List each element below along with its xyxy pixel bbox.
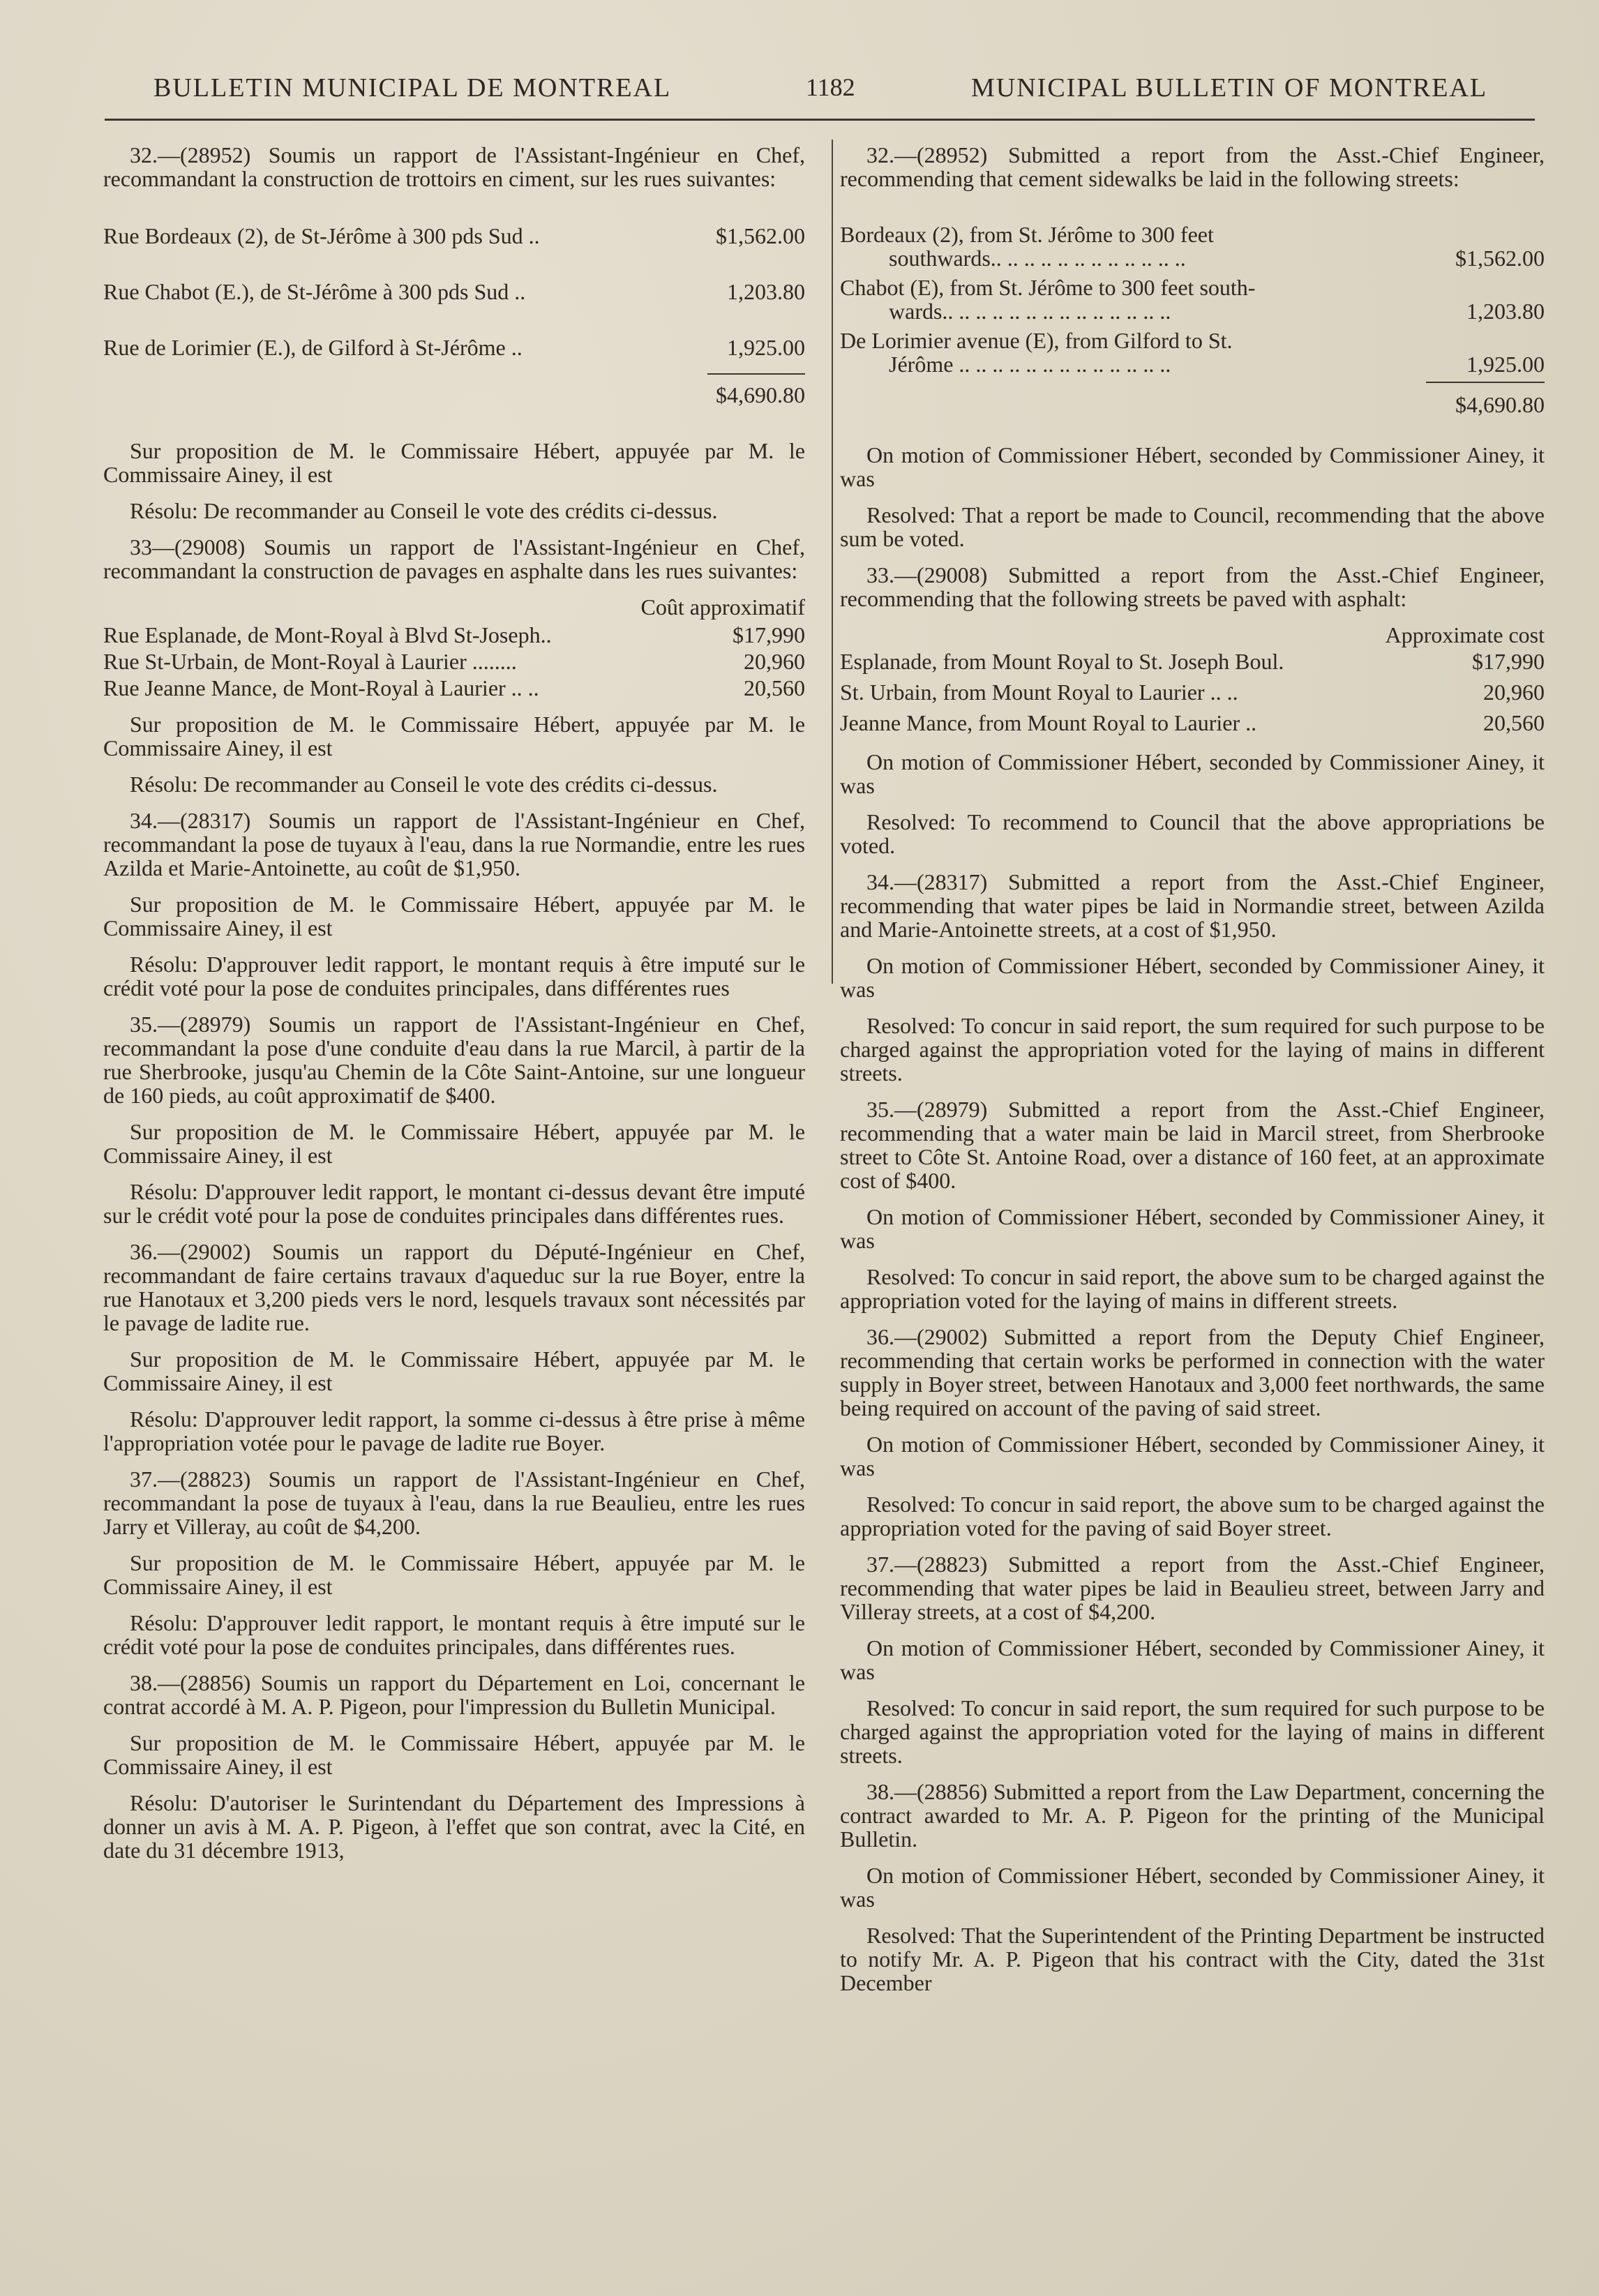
list-item-amount: 20,560 (1483, 710, 1545, 735)
motion-fr: Sur proposition de M. le Commissaire Hébert, appuyée par M. le Commissaire Ainey, il est (103, 1119, 805, 1168)
list-item-desc: Rue Bordeaux (2), de St-Jérôme à 300 pds Sud .. (103, 223, 540, 248)
total-amount-fr: $4,690.80 (716, 382, 805, 407)
list-item-desc: St. Urbain, from Mount Royal to Laurier .. .. (840, 680, 1238, 705)
list-item (840, 276, 1545, 323)
item-35-en: 35.—(28979) Submitted a report from the Asst.-Chief Engineer, recommending that a water main be laid in Marcil street, from Sherbrooke street to Côte St. Antoine Road, over a distance of 160 feet, at an approximate cost of $400. (840, 1097, 1545, 1193)
list-item-desc: Rue St-Urbain, de Mont-Royal à Laurier ........ (103, 649, 517, 674)
list-item-desc: Rue Chabot (E.), de St-Jérôme à 300 pds Sud .. (103, 279, 526, 304)
list-item-amount: $17,990 (1472, 649, 1545, 674)
motion-en: On motion of Commissioner Hébert, seconded by Commissioner Ainey, it was (840, 1635, 1545, 1684)
list-item-desc-cont: wards.. .. .. .. .. .. .. .. .. .. .. .. .. .. (889, 299, 1171, 324)
motion-en: On motion of Commissioner Hébert, seconded by Commissioner Ainey, it was (840, 1204, 1545, 1253)
page-header (105, 73, 1521, 114)
list-item (103, 224, 805, 248)
item-38-en: 38.—(28856) Submitted a report from the Law Department, concerning the contract awarded to Mr. A. P. Pigeon for the printing of the Municipal Bulletin. (840, 1779, 1545, 1852)
header-title-english: MUNICIPAL BULLETIN OF MONTREAL (971, 73, 1488, 103)
resolution-en: Resolved: To concur in said report, the sum required for such purpose to be charged against the appropriation voted for the laying of mains in different streets. (840, 1695, 1545, 1768)
list-item (840, 680, 1545, 704)
resolution-fr: Résolu: D'autoriser le Surintendant du Département des Impressions à donner un avis à M. A. P. Pigeon, à l'effet que son contrat, avec la Cité, en date du 31 décembre 1913, (103, 1790, 805, 1863)
resolution-fr: Résolu: De recommander au Conseil le vote des crédits ci-dessus. (130, 772, 718, 797)
list-item (103, 623, 805, 647)
cost-heading-en: Approximate cost (1385, 622, 1545, 647)
motion-fr: Sur proposition de M. le Commissaire Hébert, appuyée par M. le Commissaire Ainey, il est (103, 1550, 805, 1599)
list-item-desc: Jeanne Mance, from Mount Royal to Laurier .. (840, 710, 1257, 735)
column-divider (832, 140, 833, 984)
list-item-amount: 1,203.80 (727, 279, 805, 304)
list-item (840, 711, 1545, 735)
resolution-en: Resolved: To recommend to Council that the above appropriations be voted. (840, 809, 1545, 858)
list-item-desc-cont: Jérôme .. .. .. .. .. .. .. .. .. .. .. .. .. (889, 352, 1171, 377)
list-item-desc-cont: southwards.. .. .. .. .. .. .. .. .. .. .. .. (889, 246, 1186, 271)
list-item-amount: 20,560 (744, 675, 805, 700)
item-34-fr: 34.—(28317) Soumis un rapport de l'Assistant-Ingénieur en Chef, recommandant la pose de tuyaux à l'eau, dans la rue Normandie, entre les rues Azilda et Marie-Antoinette, au coût de $1,950. (103, 808, 805, 880)
list-item-amount: 20,960 (1483, 680, 1545, 705)
resolution-fr: Résolu: De recommander au Conseil le vote des crédits ci-dessus. (130, 498, 718, 523)
resolution-fr: Résolu: D'approuver ledit rapport, le montant requis à être imputé sur le crédit voté pour la pose de conduites principales, dans différentes rues. (103, 1610, 805, 1659)
motion-fr: Sur proposition de M. le Commissaire Hébert, appuyée par M. le Commissaire Ainey, il est (103, 1730, 805, 1779)
item-36-en: 36.—(29002) Submitted a report from the Deputy Chief Engineer, recommending that certain works be performed in connection with the water supply in Boyer street, between Hanotaux and 3,000 feet northwards, the same being required on account of the paving of said street. (840, 1324, 1545, 1420)
item-33-en: 33.—(29008) Submitted a report from the Asst.-Chief Engineer, recommending that the following streets be paved with asphalt: (840, 562, 1545, 611)
list-item-desc: De Lorimier avenue (E), from Gilford to St. (840, 328, 1233, 353)
list-item-desc: Esplanade, from Mount Royal to St. Joseph Boul. (840, 649, 1284, 674)
list-item (103, 650, 805, 673)
list-item-desc: Rue de Lorimier (E.), de Gilford à St-Jérôme .. (103, 335, 523, 360)
resolution-en: Resolved: To concur in said report, the above sum to be charged against the appropriation voted for the laying of mains in different streets. (840, 1264, 1545, 1313)
motion-en: On motion of Commissioner Hébert, seconded by Commissioner Ainey, it was (840, 953, 1545, 1002)
english-column (840, 143, 1545, 2007)
resolution-en: Resolved: To concur in said report, the sum required for such purpose to be charged against the appropriation voted for the laying of mains in different streets. (840, 1013, 1545, 1086)
list-item (103, 280, 805, 303)
resolution-fr: Résolu: D'approuver ledit rapport, la somme ci-dessus à être prise à même l'appropriation votée pour le pavage de ladite rue Boyer. (103, 1406, 805, 1455)
list-item-amount: $1,562.00 (716, 223, 805, 248)
list-item-desc: Chabot (E), from St. Jérôme to 300 feet south- (840, 275, 1256, 300)
sidewalk-list-en (840, 223, 1545, 417)
resolution-fr: Résolu: D'approuver ledit rapport, le montant requis à être imputé sur le crédit voté pour la pose de conduites principales, dans différentes rues (103, 952, 805, 1000)
motion-fr: Sur proposition de M. le Commissaire Hébert, appuyée par M. le Commissaire Ainey, il est (103, 712, 805, 760)
total-rule (840, 382, 1545, 383)
motion-en: On motion of Commissioner Hébert, seconded by Commissioner Ainey, it was (840, 442, 1545, 491)
list-item (103, 336, 805, 359)
list-item-desc: Bordeaux (2), from St. Jérôme to 300 feet (840, 222, 1214, 247)
list-item-amount: 20,960 (744, 649, 805, 674)
list-item-desc: Rue Jeanne Mance, de Mont-Royal à Laurier .. .. (103, 675, 539, 700)
motion-en: On motion of Commissioner Hébert, seconded by Commissioner Ainey, it was (840, 1432, 1545, 1480)
item-32-fr: 32.—(28952) Soumis un rapport de l'Assistant-Ingénieur en Chef, recommandant la construction de trottoirs en ciment, sur les rues suivantes: (103, 142, 805, 191)
list-item-desc: Rue Esplanade, de Mont-Royal à Blvd St-Joseph.. (103, 622, 552, 647)
motion-en: On motion of Commissioner Hébert, seconded by Commissioner Ainey, it was (840, 749, 1545, 798)
resolution-en: Resolved: That a report be made to Council, recommending that the above sum be voted. (840, 502, 1545, 551)
cost-heading-fr: Coût approximatif (640, 594, 805, 620)
paving-list-fr (103, 623, 805, 700)
list-item-amount: 1,925.00 (727, 335, 805, 360)
list-item (840, 650, 1545, 673)
item-37-fr: 37.—(28823) Soumis un rapport de l'Assistant-Ingénieur en Chef, recommandant la pose de tuyaux à l'eau, dans la rue Beaulieu, entre les rues Jarry et Villeray, au coût de $4,200. (103, 1466, 805, 1539)
list-item-amount: $17,990 (733, 622, 805, 647)
item-36-fr: 36.—(29002) Soumis un rapport du Député-Ingénieur en Chef, recommandant de faire certains travaux d'aqueduc sur la rue Boyer, entre la rue Hanotaux et 3,200 pieds vers le nord, lesquels travaux sont nécessités par le pavage de ladite rue. (103, 1239, 805, 1335)
list-item-amount: 1,203.80 (1466, 299, 1545, 324)
item-37-en: 37.—(28823) Submitted a report from the Asst.-Chief Engineer, recommending that water pipes be laid in Beaulieu street, between Jarry and Villeray streets, at a cost of $4,200. (840, 1552, 1545, 1624)
list-item-amount: $1,562.00 (1455, 246, 1545, 271)
list-item (840, 223, 1545, 270)
resolution-en: Resolved: That the Superintendent of the Printing Department be instructed to notify Mr. A. P. Pigeon that his contract with the City, dated the 31st December (840, 1923, 1545, 1995)
item-32-en: 32.—(28952) Submitted a report from the Asst.-Chief Engineer, recommending that cement sidewalks be laid in the following streets: (840, 142, 1545, 191)
motion-en: On motion of Commissioner Hébert, seconded by Commissioner Ainey, it was (840, 1863, 1545, 1912)
item-35-fr: 35.—(28979) Soumis un rapport de l'Assistant-Ingénieur en Chef, recommandant la pose d'une conduite d'eau dans la rue Marcil, à partir de la rue Sherbrooke, jusqu'au Chemin de la Côte Saint-Antoine, sur une longueur de 160 pieds, au coût approximatif de $400. (103, 1012, 805, 1108)
paving-list-en (840, 650, 1545, 735)
list-item-amount: 1,925.00 (1466, 352, 1545, 377)
item-34-en: 34.—(28317) Submitted a report from the Asst.-Chief Engineer, recommending that water pipes be laid in Normandie street, between Azilda and Marie-Antoinette streets, at a cost of $1,950. (840, 869, 1545, 942)
resolution-fr: Résolu: D'approuver ledit rapport, le montant ci-dessus devant être imputé sur le crédit voté pour la pose de conduites principales dans différentes rues. (103, 1179, 805, 1228)
item-38-fr: 38.—(28856) Soumis un rapport du Département en Loi, concernant le contrat accordé à M. A. P. Pigeon, pour l'impression du Bulletin Municipal. (103, 1670, 805, 1719)
total-rule (103, 373, 805, 375)
motion-fr: Sur proposition de M. le Commissaire Hébert, appuyée par M. le Commissaire Ainey, il est (103, 892, 805, 940)
list-item (840, 329, 1545, 376)
motion-fr: Sur proposition de M. le Commissaire Hébert, appuyée par M. le Commissaire Ainey, il est (103, 438, 805, 487)
resolution-en: Resolved: To concur in said report, the above sum to be charged against the appropriation voted for the paving of said Boyer street. (840, 1492, 1545, 1540)
item-33-fr: 33—(29008) Soumis un rapport de l'Assistant-Ingénieur en Chef, recommandant la construction de pavages en asphalte dans les rues suivantes: (103, 534, 805, 583)
list-item (103, 676, 805, 700)
total-amount-en: $4,690.80 (1455, 392, 1545, 417)
page-number: 1182 (806, 73, 855, 101)
header-title-french: BULLETIN MUNICIPAL DE MONTREAL (153, 73, 672, 103)
french-column (103, 143, 805, 1875)
sidewalk-list-fr (103, 224, 805, 407)
header-rule (105, 119, 1535, 121)
motion-fr: Sur proposition de M. le Commissaire Hébert, appuyée par M. le Commissaire Ainey, il est (103, 1346, 805, 1395)
